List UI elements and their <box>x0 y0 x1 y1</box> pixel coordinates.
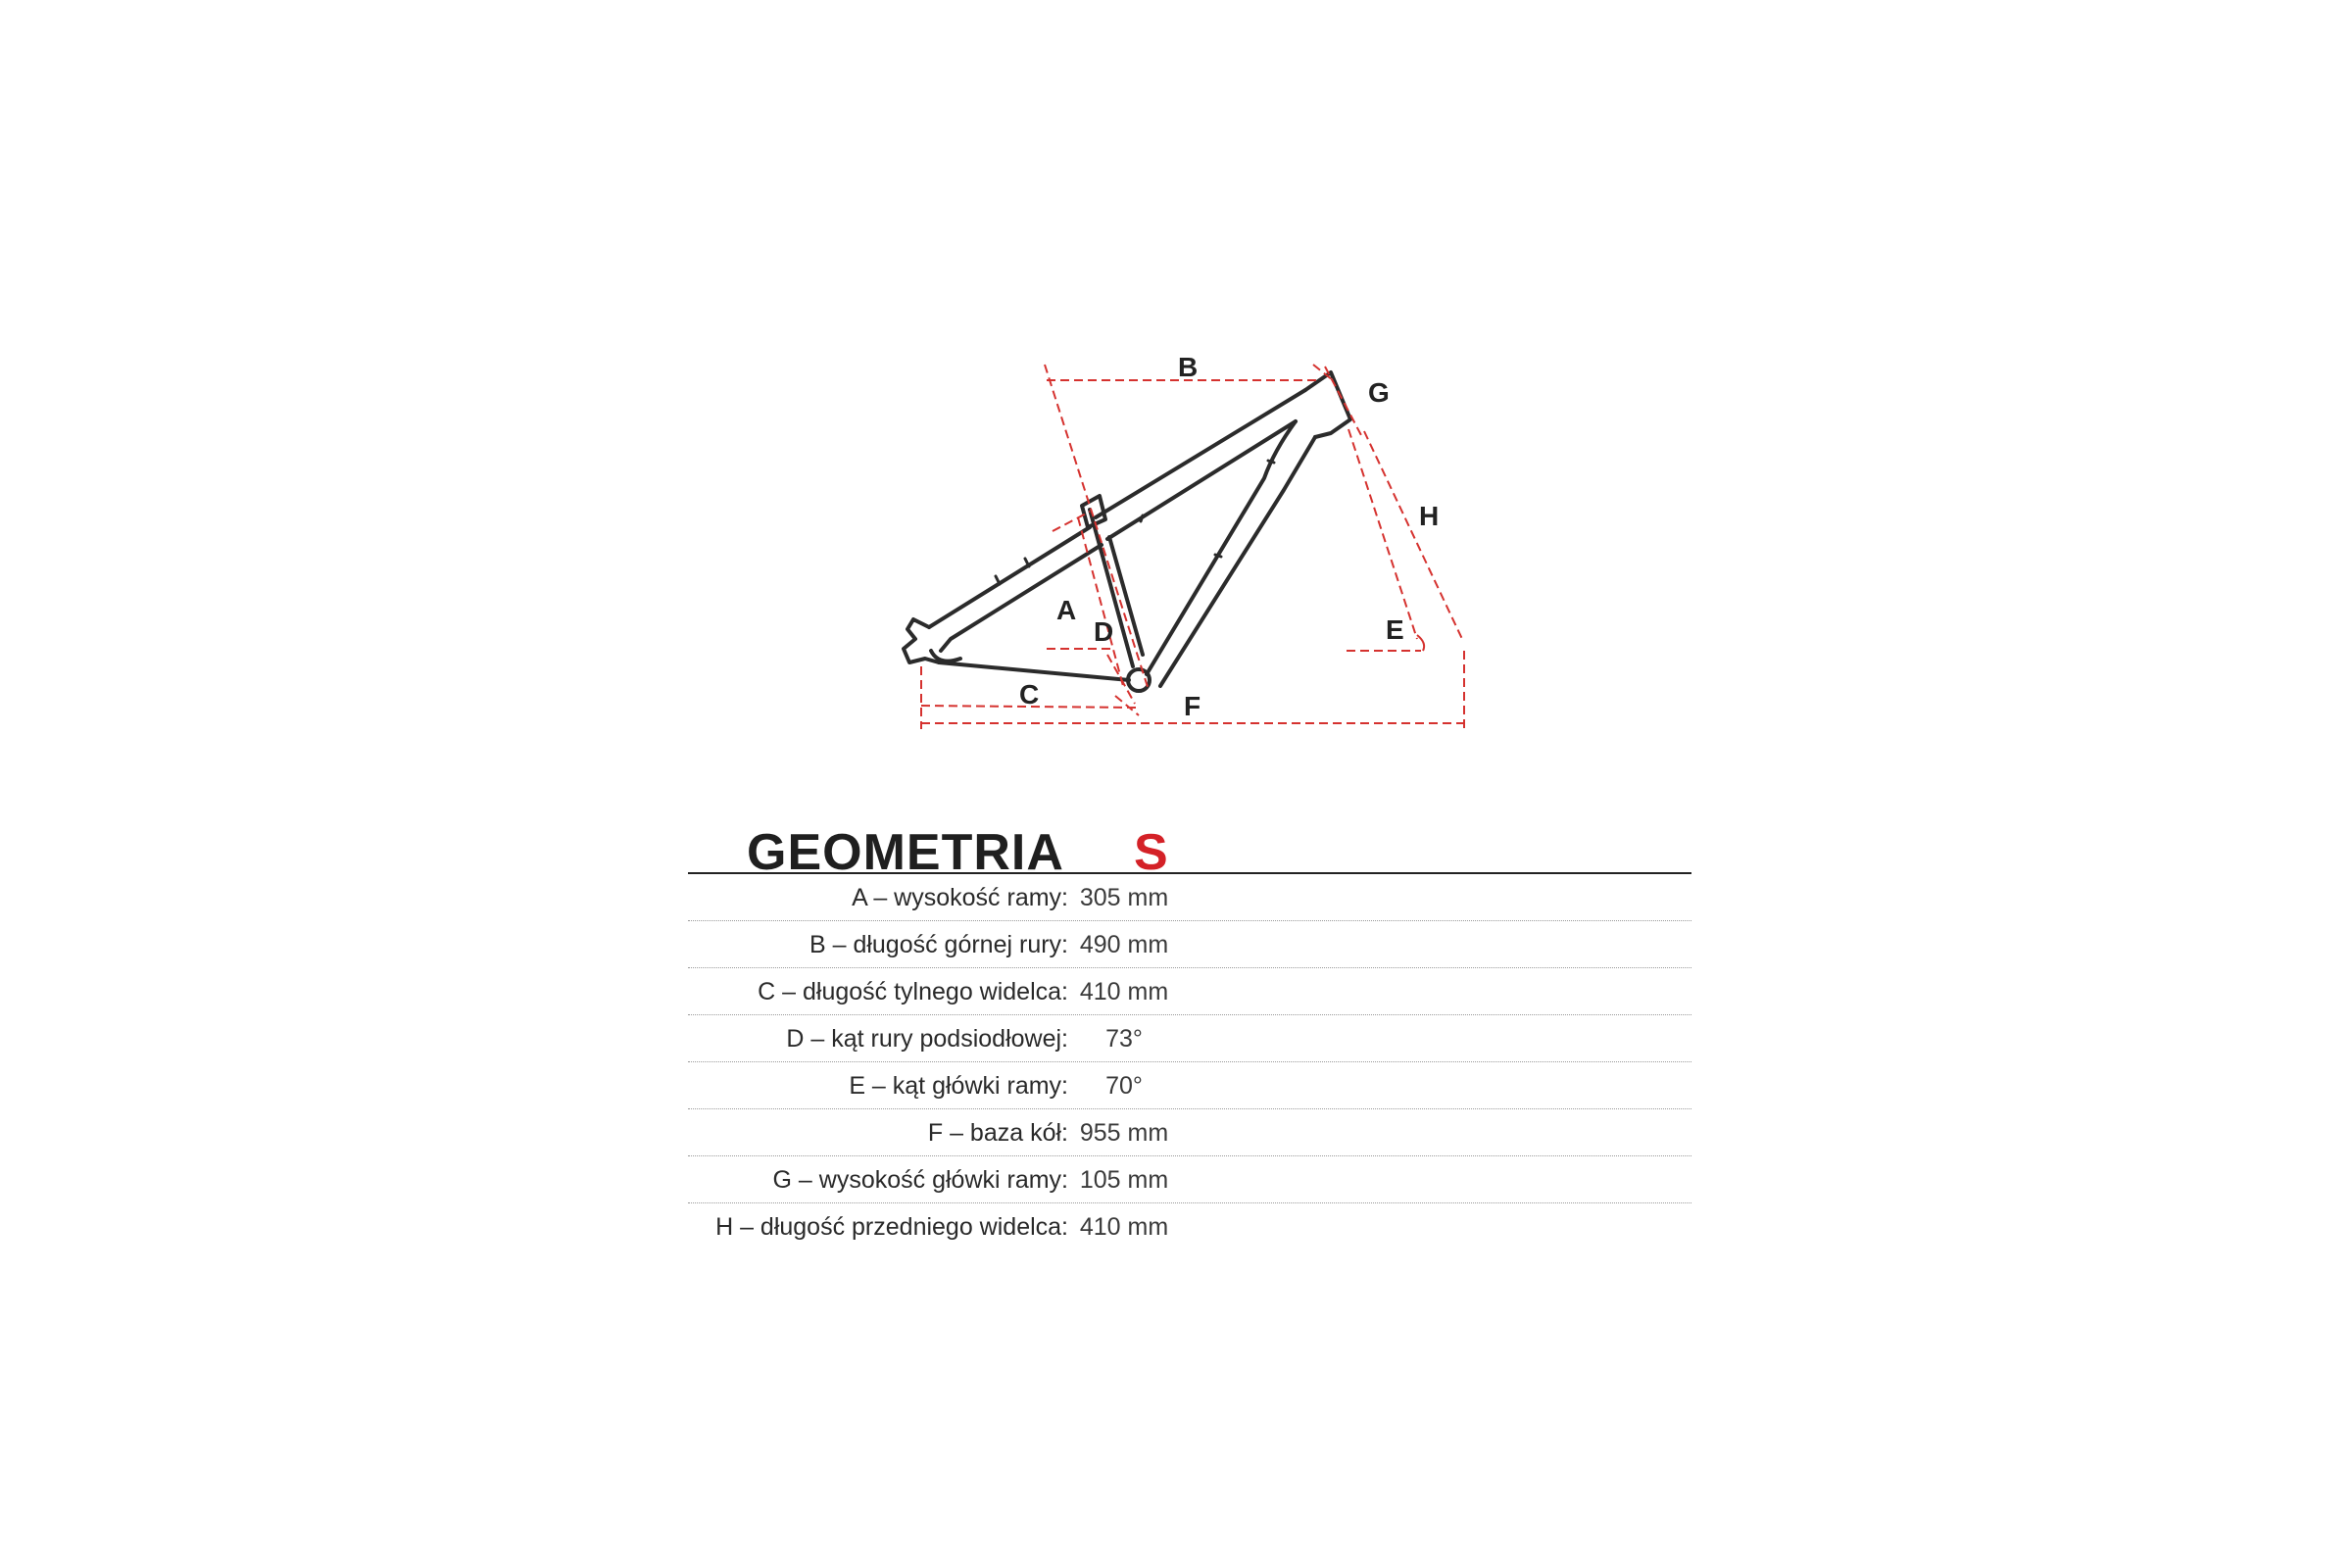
spec-label: D – kąt rury podsiodłowej: <box>786 1025 1068 1053</box>
spec-value: 305 mm <box>1079 884 1169 911</box>
spec-label: C – długość tylnego widelca: <box>758 978 1068 1005</box>
spec-row-A <box>688 874 1691 921</box>
seat-stays <box>929 527 1102 651</box>
chain-stays <box>931 651 1129 680</box>
dimension-label-B: B <box>1178 352 1199 382</box>
geometry-spec-list <box>688 874 1691 1250</box>
spec-row-E <box>688 1062 1691 1109</box>
spec-value: 955 mm <box>1079 1119 1169 1147</box>
dimension-label-A: A <box>1056 595 1077 625</box>
dimension-label-F: F <box>1184 691 1201 721</box>
spec-value: 105 mm <box>1079 1166 1169 1194</box>
dimension-lines <box>921 365 1464 729</box>
dimension-arc-E <box>1417 635 1424 651</box>
dimension-label-G: G <box>1368 377 1390 408</box>
spec-label: E – kąt główki ramy: <box>849 1072 1068 1100</box>
spec-value: 410 mm <box>1079 978 1169 1005</box>
dimension-label-E: E <box>1386 614 1404 645</box>
frame-outline <box>904 372 1350 691</box>
geometry-heading <box>688 815 1691 881</box>
frame-size-label: S <box>1134 824 1168 881</box>
spec-value: 490 mm <box>1079 931 1169 958</box>
spec-label: A – wysokość ramy: <box>852 884 1068 911</box>
geometry-table-section <box>688 815 1691 1250</box>
spec-row-H <box>688 1203 1691 1250</box>
dimension-label-H: H <box>1419 501 1440 531</box>
spec-row-C <box>688 968 1691 1015</box>
spec-label: B – długość górnej rury: <box>808 931 1068 958</box>
spec-row-G <box>688 1156 1691 1203</box>
spec-label: G – wysokość główki ramy: <box>772 1166 1068 1194</box>
dimension-line-H <box>1348 429 1462 639</box>
top-tube <box>1096 390 1305 539</box>
spec-label: F – baza kół: <box>927 1119 1068 1147</box>
spec-value: 73° <box>1105 1025 1143 1053</box>
seat-collar <box>1082 496 1105 527</box>
spec-value: 70° <box>1105 1072 1143 1100</box>
spec-label: H – długość przedniego widelca: <box>715 1213 1068 1241</box>
spec-row-B <box>688 921 1691 968</box>
head-tube <box>1305 372 1350 437</box>
spec-row-D <box>688 1015 1691 1062</box>
spec-value: 410 mm <box>1079 1213 1169 1241</box>
geometry-title: GEOMETRIA <box>747 824 1064 881</box>
dimension-label-C: C <box>1019 679 1040 710</box>
dimension-label-D: D <box>1094 616 1114 647</box>
spec-row-F <box>688 1109 1691 1156</box>
